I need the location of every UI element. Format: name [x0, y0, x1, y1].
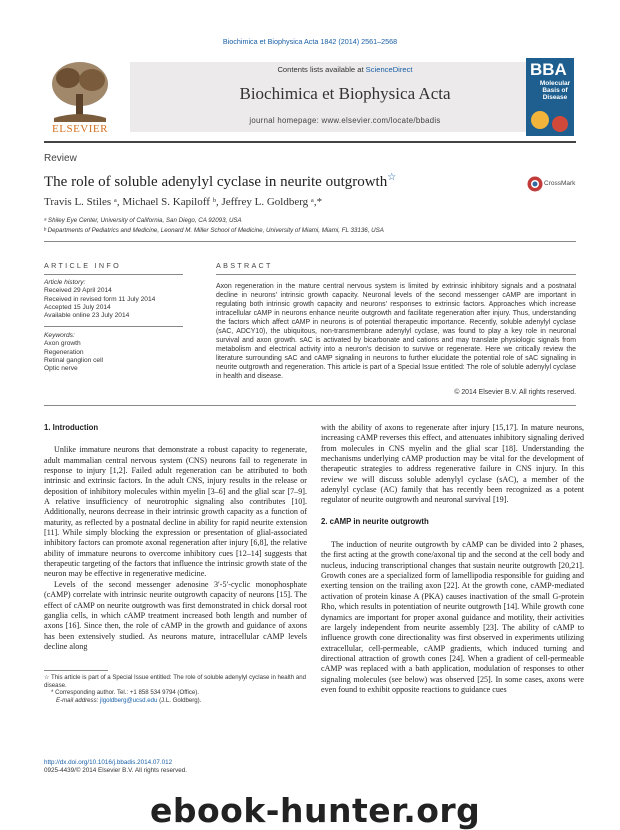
- doi-link[interactable]: http://dx.doi.org/10.1016/j.bbadis.2014.07.012: [44, 759, 173, 766]
- email-link[interactable]: jlgoldberg@ucsd.edu: [100, 696, 158, 704]
- article-history: [44, 279, 204, 320]
- watermark: ebook-hunter.org: [150, 791, 481, 830]
- cover-brand: BBA: [530, 60, 567, 79]
- keywords-list: [44, 332, 204, 373]
- body-right-column: [321, 423, 584, 695]
- history-label: Article history:: [44, 279, 86, 286]
- sciencedirect-link[interactable]: ScienceDirect: [365, 65, 413, 74]
- contents-prefix: Contents lists available at: [277, 65, 366, 74]
- crossmark-badge[interactable]: [527, 172, 577, 200]
- doi-block: [44, 759, 187, 775]
- section-1-title: 1. Introduction: [44, 423, 99, 432]
- header-rule: [44, 141, 576, 143]
- body-paragraph: The induction of neurite outgrowth by cAMP can be divided into 2 phases, the first acting at the growth cone/axonal tip and the second at the cell body and nucleus, inducing transcriptional changes that sustain neurite outgrowth [20,21]. Growth cones are a specialized form of lamellipodia responsible for guiding and exerting tension on the trailing axon [22]. At the growth cone, cAMP-mediated activation of protein kinase A (PKA) causes inactivation of the small G-protein Rho, which results in potentiation of neurite outgrowth [14]. While growth cone dynamics are important for proper axonal guidance and motility, their activities are largely independent from neurite assembly [23]. The ability of cAMP to influence growth cone directionality was first observed in experiments utilizing extracellular, cell-permeable, cAMP gradients, which induced turning and directional attraction of growth cones [24]. When a gradient of cell-permeable cAMP was replaced with a bath application, modulation of responses to other signaling molecules (see below) was observed [25]. In some cases, axons were even found to exhibit opposite reactions to guidance cues: [321, 540, 584, 694]
- keyword-item: Retinal ganglion cell: [44, 356, 104, 364]
- keywords-rule: [44, 326, 183, 327]
- cover-subtitle: Molecular Basis of Disease: [539, 80, 571, 101]
- abstract-text: Axon regeneration in the mature central nervous system is limited by extrinsic inhibitory signals and a postnatal decline in neurons' intrinsic growth capacity. Neuronal levels of the second messenger cAMP are important in regulating both intrinsic growth capacity and neurons' responses to extrinsic factors. Approaches which increase intracellular cAMP in neurons enhance neurite outgrowth and facilitate regeneration after injury. Thus, understanding the factors which affect cAMP in neurons is of potential therapeutic importance. Recently, soluble adenylyl cyclase (sAC, ADCY10), the ubiquitous, non-transmembrane adenylyl cyclase, was found to play a key role in neuronal survival and axon growth. sAC is activated by bicarbonate and cations and may translate physiologic signals from metabolism and electrical activity into a neuron's decision to survive or regenerate. Here we critically review the literature surrounding sAC and cAMP signaling in neurons to further elucidate the potential role of sAC signaling in neurite outgrowth and regeneration. This article is part of a Special Issue entitled: The role of soluble adenylyl cyclase in health and disease.: [216, 283, 576, 381]
- abstract-rule: [216, 274, 576, 275]
- crossmark-icon: [527, 176, 543, 192]
- journal-header: [44, 58, 576, 135]
- journal-cover: [526, 58, 574, 136]
- article-title-text: The role of soluble adenylyl cyclase in neurite outgrowth: [44, 174, 388, 190]
- journal-title-band: [130, 62, 560, 132]
- affiliation-rule: [44, 241, 576, 242]
- body-left-column: [44, 423, 307, 652]
- body-paragraph: with the ability of axons to regenerate after injury [15,17]. In mature neurons, increasing cAMP reverses this effect, and attenuates inhibitory signaling derived from molecules in CNS myelin and the glial scar [18]. Understanding the mechanisms underlying cAMP production may be vital for the development of therapeutic strategies to address regenerative failure in CNS injury. In this review we will discuss soluble adenylyl cyclase (sAC), a member of the adenylyl cyclase (AC) family that has recently been recognized as a potent regulator of neurite outgrowth and neuronal survival [19].: [321, 423, 584, 505]
- publisher-name: ELSEVIER: [52, 123, 108, 135]
- article-title: [44, 172, 396, 191]
- affiliation-b: ᵇ Departments of Pediatrics and Medicine, Leonard M. Miller School of Medicine, University of Miami, Miami, FL 33136, USA: [44, 227, 384, 234]
- keyword-item: Optic nerve: [44, 365, 78, 373]
- history-item: Received in revised form 11 July 2014: [44, 295, 156, 303]
- elsevier-logo: [44, 58, 116, 136]
- affiliation-a: ᵃ Shiley Eye Center, University of California, San Diego, CA 92093, USA: [44, 217, 242, 224]
- article-type: Review: [44, 153, 77, 164]
- history-item: Accepted 15 July 2014: [44, 303, 111, 311]
- keyword-item: Axon growth: [44, 340, 81, 348]
- keyword-item: Regeneration: [44, 348, 84, 356]
- history-item: Received 29 April 2014: [44, 287, 112, 295]
- special-issue-footnote: ☆ This article is part of a Special Issue entitled: The role of soluble adenylyl cyclase in health and disease.: [44, 674, 306, 689]
- email-label: E-mail address:: [56, 696, 101, 704]
- author-list: Travis L. Stiles ᵃ, Michael S. Kapiloff ᵇ, Jeffrey L. Goldberg ᵃ,*: [44, 196, 323, 208]
- keywords-label: Keywords:: [44, 332, 75, 339]
- journal-citation-link[interactable]: Biochimica et Biophysica Acta 1842 (2014) 2561–2568: [222, 37, 398, 46]
- journal-title: Biochimica et Biophysica Acta: [239, 84, 451, 103]
- article-info-rule: [44, 274, 183, 275]
- copyright-line: © 2014 Elsevier B.V. All rights reserved.: [454, 389, 576, 396]
- body-paragraph: Unlike immature neurons that demonstrate a robust capacity to regenerate, adult mammalian central nervous system (CNS) neurons fail to regenerate in response to injury [1,2]. Failed adult regeneration can be attributed to both intrinsic and extrinsic factors. In the adult CNS, injury results in the release or deposition of inhibitory molecules within myelin [3–6] and the glial scar [7–9]. A relative insufficiency of neurotrophic signaling also contributes [10]. Additionally, neurons decrease in their intrinsic growth capacity as a function of maturity, as reflected by a postnatal decline in ability for rapid neurite extension [11]. While simply blocking the expression or presentation of glial-associated inhibitory factors can promote axonal regeneration after injury [6,8], the relative ability of immature neurons to overcome inhibitory cues [12–14] suggests that therapeutic targeting of the factors that influence the intrinsic growth state of the neuron may be effective in regenerative medicine.: [44, 445, 307, 579]
- contents-line: [130, 65, 560, 74]
- section-2-title: 2. cAMP in neurite outgrowth: [321, 516, 429, 526]
- abstract-heading: ABSTRACT: [216, 261, 273, 270]
- article-info-heading: ARTICLE INFO: [44, 261, 121, 270]
- journal-homepage[interactable]: journal homepage: www.elsevier.com/locate/bbadis: [249, 116, 441, 125]
- abstract-bottom-rule: [44, 405, 576, 406]
- body-paragraph: Levels of the second messenger adenosine 3′-5′-cyclic monophosphate (cAMP) correlate with intrinsic neurite outgrowth capacity of neurons [15]. The effect of cAMP on neurite outgrowth was first demonstrated in chick dorsal root ganglia cells, in which cAMP treatment increased both length and number of axons [16]. Since then, the role of cAMP in the growth and guidance of axons has been extensively studied. As neurons mature, intracellular cAMP levels decline along: [44, 579, 307, 651]
- cover-graphic-icon: [526, 106, 574, 136]
- email-suffix: (J.L. Goldberg).: [157, 696, 202, 704]
- footnotes: [44, 674, 307, 704]
- title-footnote-mark[interactable]: ☆: [387, 172, 397, 183]
- corresponding-author-footnote: * Corresponding author. Tel.: +1 858 534 9794 (Office).: [51, 689, 199, 697]
- history-item: Available online 23 July 2014: [44, 312, 130, 320]
- footnote-rule: [44, 670, 108, 671]
- issn-line: 0925-4439/© 2014 Elsevier B.V. All rights reserved.: [44, 767, 188, 774]
- crossmark-label: CrossMark: [544, 180, 576, 187]
